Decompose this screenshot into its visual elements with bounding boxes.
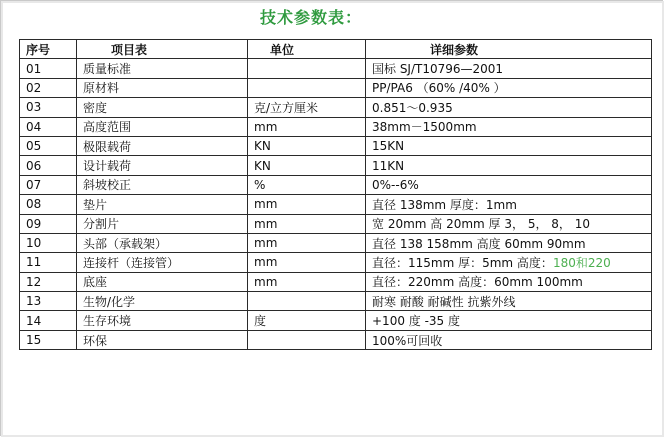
row-detail-text: 100%可回收: [372, 333, 443, 348]
table-row: [20, 117, 652, 136]
row-detail-text: 0.851～0.935: [372, 100, 453, 115]
table-row: [20, 292, 652, 311]
row-unit: [248, 136, 366, 155]
row-item: [77, 292, 248, 311]
row-detail-text: 38mm－1500mm: [372, 120, 477, 135]
row-no-text: 09: [26, 216, 42, 231]
table-row: [20, 59, 652, 78]
row-no-text: 07: [26, 177, 42, 192]
row-item: [77, 175, 248, 194]
row-no-text: 04: [26, 119, 42, 134]
row-unit: [248, 272, 366, 291]
row-unit: [248, 292, 366, 311]
row-no: [20, 117, 77, 136]
row-no: [20, 330, 77, 349]
row-item-text: 生存环境: [83, 314, 132, 329]
row-detail-text: 直径：115mm 厚：5mm 高度：: [372, 255, 553, 270]
row-unit-text: KN: [254, 139, 271, 154]
row-unit: [248, 253, 366, 272]
row-no: [20, 311, 77, 330]
row-item-text: 头部（承载架）: [83, 236, 168, 251]
row-no: [20, 59, 77, 78]
row-detail: [366, 175, 652, 194]
row-item-text: 高度范围: [83, 120, 132, 135]
row-unit-text: mm: [254, 119, 278, 134]
row-no-text: 11: [26, 255, 42, 270]
table-row: [20, 233, 652, 252]
row-item: [77, 253, 248, 272]
row-item: [77, 98, 248, 117]
row-item: [77, 156, 248, 175]
row-unit: [248, 59, 366, 78]
row-no: [20, 233, 77, 252]
row-no-text: 06: [26, 158, 42, 173]
row-item: [77, 272, 248, 291]
row-item: [77, 117, 248, 136]
row-unit: [248, 311, 366, 330]
row-detail-text: PP/PA6 （60% /40% ）: [372, 81, 506, 96]
row-no-text: 15: [26, 333, 42, 348]
row-item: [77, 311, 248, 330]
row-detail: [366, 136, 652, 155]
row-item: [77, 78, 248, 97]
row-item-text: 设计载荷: [83, 159, 132, 174]
row-no: [20, 195, 77, 214]
row-unit: [248, 330, 366, 349]
table-row: [20, 156, 652, 175]
row-item: [77, 59, 248, 78]
spec-table: [19, 39, 652, 350]
row-unit-text: mm: [254, 255, 278, 270]
table-row: [20, 195, 652, 214]
row-item-text: 底座: [83, 275, 108, 290]
row-detail-text: 11KN: [372, 158, 405, 173]
row-no-text: 13: [26, 294, 42, 309]
row-no: [20, 214, 77, 233]
row-unit-text: KN: [254, 158, 271, 173]
row-item-text: 垫片: [83, 197, 108, 212]
row-no: [20, 78, 77, 97]
row-unit-text: mm: [254, 274, 278, 289]
row-detail-text: 国标 SJ/T10796—2001: [372, 62, 504, 77]
table-row: [20, 311, 652, 330]
row-unit-text: mm: [254, 197, 278, 212]
row-item-text: 生物/化学: [83, 294, 136, 309]
row-no-text: 01: [26, 61, 42, 76]
row-detail: [366, 311, 652, 330]
header-no: 序号: [20, 40, 77, 59]
row-no: [20, 253, 77, 272]
row-unit-text: mm: [254, 216, 278, 231]
row-unit: [248, 98, 366, 117]
table-row: [20, 253, 652, 272]
row-no-text: 05: [26, 139, 42, 154]
row-detail: [366, 233, 652, 252]
row-detail-text: +100 度 -35 度: [372, 314, 461, 329]
row-unit-text: 克/立方厘米: [254, 100, 319, 115]
row-no-text: 08: [26, 197, 42, 212]
table-row: [20, 214, 652, 233]
row-detail-text: 直径：220mm 高度：60mm 100mm: [372, 275, 583, 290]
table-row: [20, 98, 652, 117]
row-no: [20, 272, 77, 291]
row-detail: [366, 292, 652, 311]
row-item: [77, 330, 248, 349]
row-item: [77, 233, 248, 252]
row-detail-text: 直径 138mm 厚度：1mm: [372, 197, 517, 212]
header-unit: 单位: [248, 40, 366, 59]
row-unit: [248, 214, 366, 233]
row-detail: [366, 98, 652, 117]
row-no-text: 03: [26, 100, 42, 115]
row-detail-text: 宽 20mm 高 20mm 厚 3， 5， 8， 10: [372, 217, 590, 232]
page-title: 技术参数表：: [259, 8, 362, 27]
row-item: [77, 214, 248, 233]
row-no-text: 02: [26, 80, 42, 95]
row-detail-text: 15KN: [372, 139, 405, 154]
row-unit: [248, 175, 366, 194]
row-unit-text: mm: [254, 236, 278, 251]
row-no-text: 14: [26, 313, 42, 328]
table-row: [20, 330, 652, 349]
row-unit: [248, 233, 366, 252]
table-row: [20, 78, 652, 97]
row-detail: [366, 59, 652, 78]
row-detail: [366, 214, 652, 233]
row-unit: [248, 156, 366, 175]
table-row: [20, 136, 652, 155]
row-item-text: 斜坡校正: [83, 178, 132, 193]
row-detail-text: 直径 138 158mm 高度 60mm 90mm: [372, 236, 586, 251]
row-item-text: 极限载荷: [83, 139, 132, 154]
row-item-text: 质量标准: [83, 62, 132, 77]
row-no: [20, 292, 77, 311]
table-row: [20, 272, 652, 291]
row-no-text: 10: [26, 236, 42, 251]
row-unit: [248, 117, 366, 136]
row-detail-extra-text: 180和220: [552, 255, 611, 270]
row-unit: [248, 78, 366, 97]
table-header-row: [20, 40, 652, 59]
row-detail: [366, 156, 652, 175]
row-item: [77, 195, 248, 214]
row-detail-text: 耐寒 耐酸 耐碱性 抗紫外线: [372, 294, 516, 309]
row-item-text: 密度: [83, 100, 108, 115]
header-item: 项目表: [77, 40, 248, 59]
row-detail-text: 0%--6%: [372, 177, 419, 192]
row-detail: [366, 78, 652, 97]
table-row: [20, 175, 652, 194]
row-no: [20, 98, 77, 117]
row-detail: [366, 330, 652, 349]
row-detail: [366, 195, 652, 214]
row-unit-text: %: [254, 177, 266, 192]
row-item-text: 连接杆（连接管）: [83, 255, 180, 270]
row-item: [77, 136, 248, 155]
row-detail: [366, 272, 652, 291]
row-item-text: 分割片: [83, 217, 120, 232]
row-no: [20, 156, 77, 175]
row-no: [20, 136, 77, 155]
row-no: [20, 175, 77, 194]
row-no-text: 12: [26, 274, 42, 289]
header-detail: 详细参数: [366, 40, 652, 59]
row-detail: [366, 253, 652, 272]
row-item-text: 原材料: [83, 81, 120, 96]
row-item-text: 环保: [83, 333, 108, 348]
row-detail: [366, 117, 652, 136]
row-unit: [248, 195, 366, 214]
row-unit-text: 度: [254, 314, 267, 329]
